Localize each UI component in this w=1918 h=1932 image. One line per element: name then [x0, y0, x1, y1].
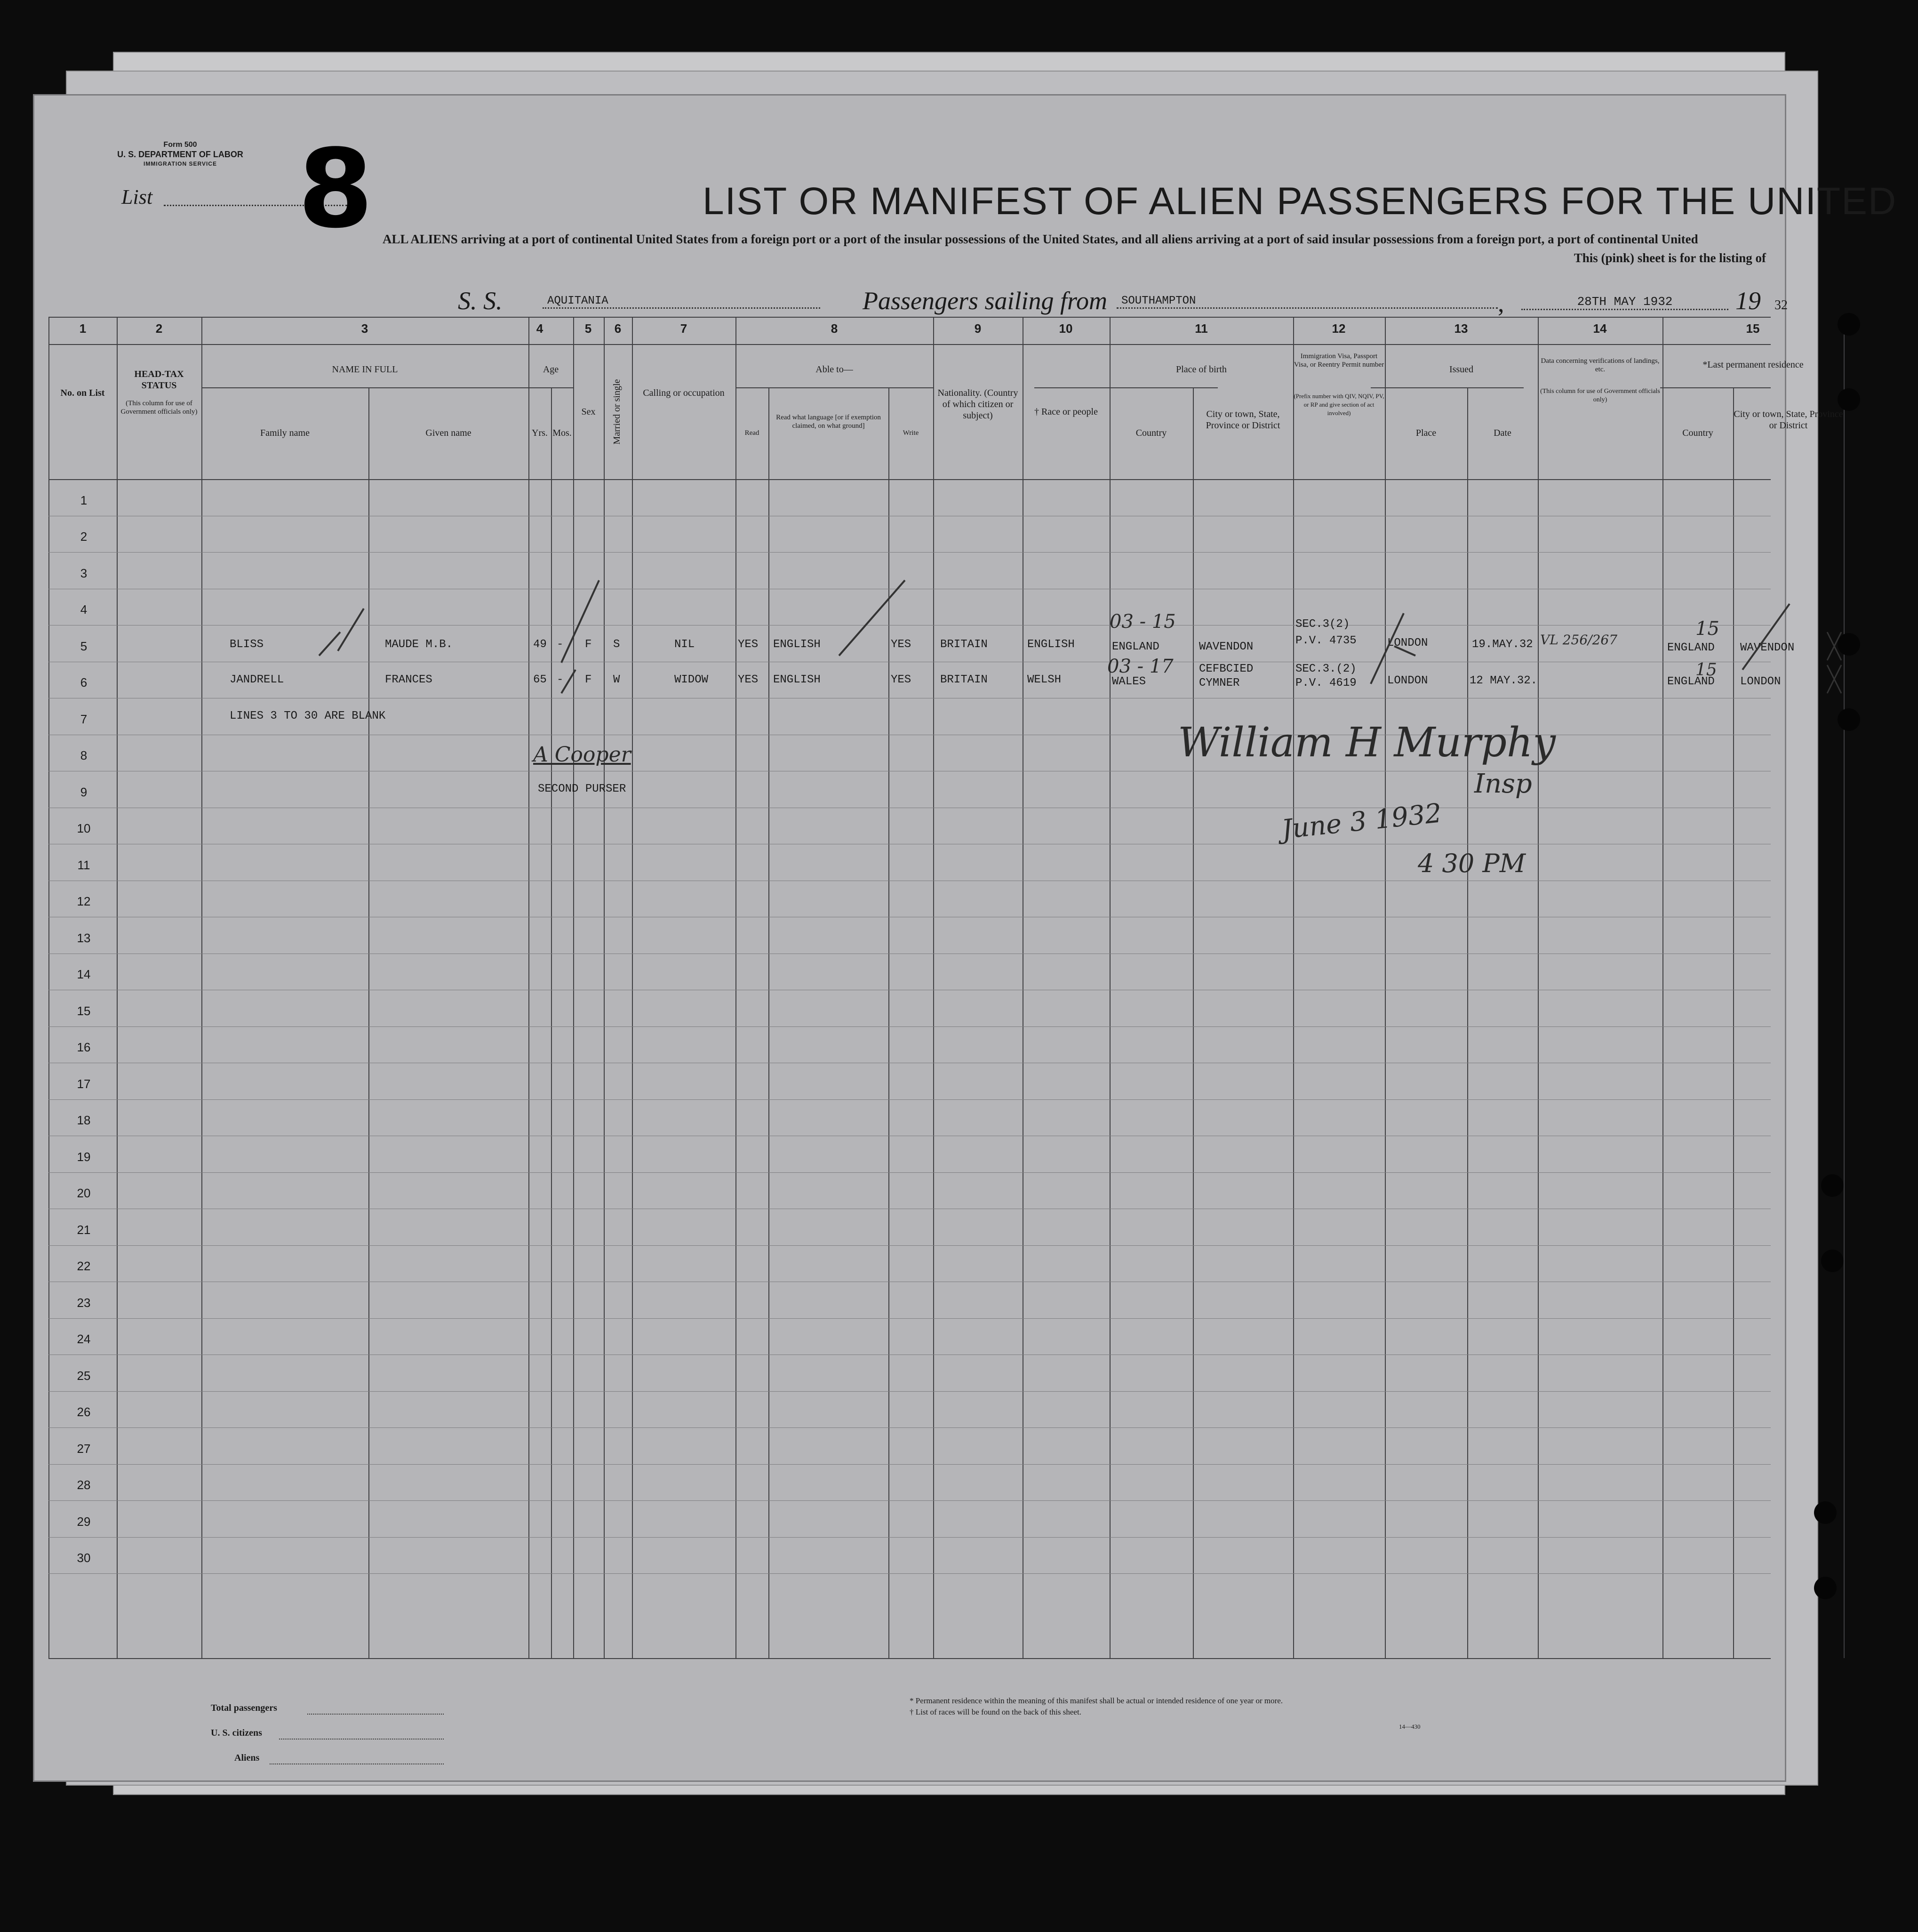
col-number: 11	[1195, 321, 1208, 336]
purser-title: SECOND PURSER	[538, 783, 626, 795]
header-family-name: Family name	[260, 428, 310, 438]
total-passengers-label: Total passengers	[211, 1703, 277, 1713]
col-number: 13	[1454, 321, 1468, 336]
sailing-label: Passengers sailing from	[863, 287, 1108, 315]
residence-city: LONDON	[1740, 675, 1781, 688]
header-sex: Sex	[581, 407, 596, 417]
can-write: YES	[891, 638, 911, 651]
family-name: JANDRELL	[230, 673, 284, 686]
age-years: 49	[533, 638, 547, 651]
inspector-title: Insp	[1474, 769, 1532, 799]
language: ENGLISH	[773, 638, 821, 651]
row-number: 28	[77, 1478, 91, 1492]
header-read-language: Read what language [or if exemption claimed, on what ground]	[776, 414, 881, 430]
row-number: 20	[77, 1186, 91, 1200]
row-number: 12	[77, 894, 91, 908]
subtitle-line-2: This (pink) sheet is for the listing of	[1574, 251, 1766, 265]
ship-name: AQUITANIA	[543, 295, 820, 309]
row-line	[48, 1099, 1771, 1100]
check-mark	[561, 580, 599, 693]
col-number: 7	[680, 321, 687, 336]
sex: F	[585, 638, 592, 651]
birth-city: CEFBCIED	[1199, 663, 1254, 675]
header-last-residence: *Last permanent residence	[1702, 360, 1804, 370]
row-line	[48, 1537, 1771, 1538]
age-years: 65	[533, 673, 547, 686]
visa-section: SEC.3(2)	[1295, 618, 1350, 631]
year-suffix: 32	[1774, 298, 1788, 313]
header-calling: Calling or occupation	[643, 388, 725, 398]
handwritten-code: 03 - 15	[1110, 611, 1176, 633]
list-label: List	[121, 185, 153, 208]
col-number: 9	[974, 321, 982, 336]
row-number: 17	[77, 1076, 91, 1091]
handwritten-code: 03 - 17	[1107, 656, 1174, 677]
col-number: 5	[584, 321, 592, 336]
row-number: 30	[77, 1551, 91, 1565]
col-number: 12	[1332, 321, 1346, 336]
col-number: 10	[1059, 321, 1073, 336]
header-read: Read	[744, 429, 759, 437]
given-name: MAUDE M.B.	[385, 638, 453, 651]
row-number: 18	[77, 1113, 91, 1127]
manifest-sheet	[33, 94, 1897, 1782]
occupation: WIDOW	[674, 673, 709, 686]
nationality: BRITAIN	[940, 673, 988, 686]
col-number: 2	[155, 321, 163, 336]
birth-country: ENGLAND	[1112, 641, 1159, 653]
can-read: YES	[738, 638, 759, 651]
residence-city: WAVENDON	[1740, 641, 1795, 654]
row-line	[48, 1427, 1771, 1428]
inspection-date: June 3 1932	[1280, 798, 1443, 845]
check-marks	[48, 317, 1844, 882]
handwritten-code: 15	[1695, 660, 1717, 680]
header-name-in-full: NAME IN FULL	[332, 364, 398, 375]
binder-hole	[1838, 313, 1860, 336]
row-number: 1	[80, 493, 88, 507]
aliens-label: Aliens	[234, 1753, 260, 1763]
header-given-name: Given name	[425, 428, 472, 438]
header-visa-note: (Prefix number with QIV, NQIV, PV, or RP and give section of act involved)	[1294, 393, 1384, 417]
header-able-to: Able to—	[815, 364, 853, 375]
header-birth-country: Country	[1135, 428, 1167, 438]
list-number: 8	[298, 127, 374, 252]
row-number: 10	[77, 821, 91, 835]
row-line	[48, 1500, 1771, 1501]
row-line	[48, 1573, 1771, 1574]
row-number: 24	[77, 1332, 91, 1346]
comma: ,	[1498, 289, 1504, 317]
can-write: YES	[891, 673, 911, 686]
occupation: NIL	[674, 638, 695, 651]
footnote-races: † List of races will be found on the back of this sheet.	[910, 1708, 1081, 1716]
blank-lines-note: LINES 3 TO 30 ARE BLANK	[230, 710, 386, 722]
visa-number: P.V. 4619	[1295, 677, 1357, 689]
age-months: -	[557, 638, 564, 651]
binder-hole	[1821, 1174, 1844, 1197]
service: IMMIGRATION SERVICE	[144, 160, 217, 167]
header-married: Married or single	[612, 379, 622, 445]
header-head-tax: HEAD-TAX STATUS	[134, 369, 184, 391]
residence-country: ENGLAND	[1667, 675, 1715, 688]
row-number: 26	[77, 1405, 91, 1419]
header-age: Age	[543, 364, 559, 375]
header-yrs: Yrs.	[532, 428, 548, 438]
visa-number: P.V. 4735	[1295, 634, 1357, 647]
issued-place: LONDON	[1387, 637, 1428, 649]
marital-status: W	[613, 673, 620, 686]
race: WELSH	[1027, 673, 1062, 686]
check-mark	[1742, 604, 1790, 670]
header-verification-note: (This column for use of Government officials only)	[1540, 388, 1660, 403]
given-name: FRANCES	[385, 673, 432, 686]
row-number: 9	[80, 785, 88, 799]
header-no-on-list: No. on List	[60, 388, 105, 398]
row-number: 14	[77, 967, 91, 981]
row-number: 21	[77, 1222, 91, 1237]
us-citizens-label: U. S. citizens	[211, 1728, 262, 1738]
header-visa: Immigration Visa, Passport Visa, or Reentry Permit number	[1294, 353, 1384, 369]
row-number: 5	[80, 639, 88, 653]
department: U. S. DEPARTMENT OF LABOR	[117, 150, 243, 159]
header-race: † Race or people	[1034, 407, 1098, 417]
form-code: 14—430	[1399, 1723, 1421, 1730]
issued-place: LONDON	[1387, 674, 1428, 687]
header-residence-city: City or town, State, Province or District	[1734, 409, 1843, 431]
family-name: BLISS	[230, 638, 264, 651]
header-mos: Mos.	[552, 428, 572, 438]
binder-hole	[1814, 1577, 1837, 1599]
row-number: 23	[77, 1295, 91, 1310]
total-passengers-line	[307, 1714, 444, 1715]
header-issued: Issued	[1449, 364, 1474, 375]
manifest-table	[48, 317, 1843, 1658]
header-write: Write	[903, 429, 919, 437]
nationality: BRITAIN	[940, 638, 988, 651]
form-number: Form 500	[163, 141, 197, 149]
birth-country: WALES	[1112, 675, 1146, 688]
race: ENGLISH	[1027, 638, 1075, 651]
header-issued-date: Date	[1494, 428, 1511, 438]
binder-hole	[1838, 388, 1860, 411]
binder-hole	[1838, 633, 1860, 656]
header-residence-country: Country	[1682, 428, 1713, 438]
row-number: 19	[77, 1149, 91, 1164]
row-number: 22	[77, 1259, 91, 1273]
inspector-signature: William H Murphy	[1178, 719, 1556, 766]
row-line	[48, 1464, 1771, 1465]
footnote-residence: * Permanent residence within the meaning of this manifest shall be actual or intended residence of one year or more.	[910, 1696, 1283, 1705]
row-line	[48, 1026, 1771, 1027]
birth-city: WAVENDON	[1199, 641, 1254, 653]
sex: F	[585, 673, 592, 686]
year-prefix: 19	[1735, 287, 1761, 315]
marital-status: S	[613, 638, 620, 651]
inspection-time: 4 30 PM	[1418, 849, 1526, 878]
header-birth-city: City or town, State, Province or District	[1206, 409, 1280, 431]
col-number: 4	[536, 321, 543, 336]
row-number: 3	[80, 566, 88, 580]
row-number: 4	[80, 602, 88, 617]
binder-hole	[1838, 708, 1860, 731]
check-mark	[319, 609, 364, 656]
col-number: 1	[79, 321, 87, 336]
row-number: 2	[80, 529, 88, 544]
row-number: 6	[80, 675, 88, 689]
verification-note: VL 256/267	[1540, 632, 1618, 648]
us-citizens-line	[279, 1739, 444, 1740]
birth-city-line2: CYMNER	[1199, 677, 1240, 689]
port-name: SOUTHAMPTON	[1117, 295, 1498, 309]
page-title: LIST OR MANIFEST OF ALIEN PASSENGERS FOR THE UNITED	[703, 180, 1897, 223]
check-mark	[839, 580, 905, 656]
issued-date: 12 MAY.32.	[1470, 674, 1538, 687]
residence-country: ENGLAND	[1667, 641, 1715, 654]
header-place-of-birth: Place of birth	[1176, 364, 1227, 375]
col-number: 6	[614, 321, 622, 336]
header-head-tax-note: (This column for use of Government officials only)	[120, 400, 198, 416]
binder-hole	[1821, 1250, 1844, 1272]
binder-hole	[1814, 1501, 1837, 1524]
row-line	[48, 1391, 1771, 1392]
row-number: 15	[77, 1003, 91, 1018]
col-number: 8	[831, 321, 838, 336]
sailing-date: 28TH MAY 1932	[1521, 295, 1728, 310]
grid-line	[1844, 317, 1845, 1658]
row-number: 7	[80, 712, 88, 726]
visa-section: SEC.3.(2)	[1295, 663, 1357, 675]
row-line	[48, 1318, 1771, 1319]
col-number: 14	[1593, 321, 1607, 336]
grid-line	[48, 1658, 1771, 1659]
ss-label: S. S.	[458, 287, 503, 315]
col-number: 3	[361, 321, 368, 336]
row-number: 27	[77, 1441, 91, 1456]
subtitle-line-1: ALL ALIENS arriving at a port of continental United States from a foreign port or a port of the insular possessions of the United States, and all aliens arriving at a port of said insular possessions from a foreign port, a port of continental United	[383, 232, 1698, 246]
header-issued-place: Place	[1415, 428, 1437, 438]
handwritten-code: 15	[1695, 618, 1719, 640]
row-line	[48, 1172, 1771, 1173]
row-number: 11	[77, 858, 90, 872]
purser-signature: A Cooper	[533, 743, 631, 767]
age-months: -	[557, 673, 564, 686]
form-header	[110, 140, 251, 168]
language: ENGLISH	[773, 673, 821, 686]
row-number: 29	[77, 1514, 91, 1529]
col-number: 15	[1746, 321, 1760, 336]
issued-date: 19.MAY.32	[1472, 638, 1533, 651]
can-read: YES	[738, 673, 759, 686]
check-mark	[1371, 613, 1415, 684]
header-verification: Data concerning verifications of landings, etc.	[1541, 357, 1660, 373]
row-number: 25	[77, 1368, 91, 1383]
row-number: 8	[80, 748, 88, 762]
header-nationality: Nationality. (Country of which citizen or subject)	[937, 388, 1018, 421]
row-number: 16	[77, 1040, 91, 1054]
row-number: 13	[77, 930, 91, 945]
row-line	[48, 1245, 1771, 1246]
